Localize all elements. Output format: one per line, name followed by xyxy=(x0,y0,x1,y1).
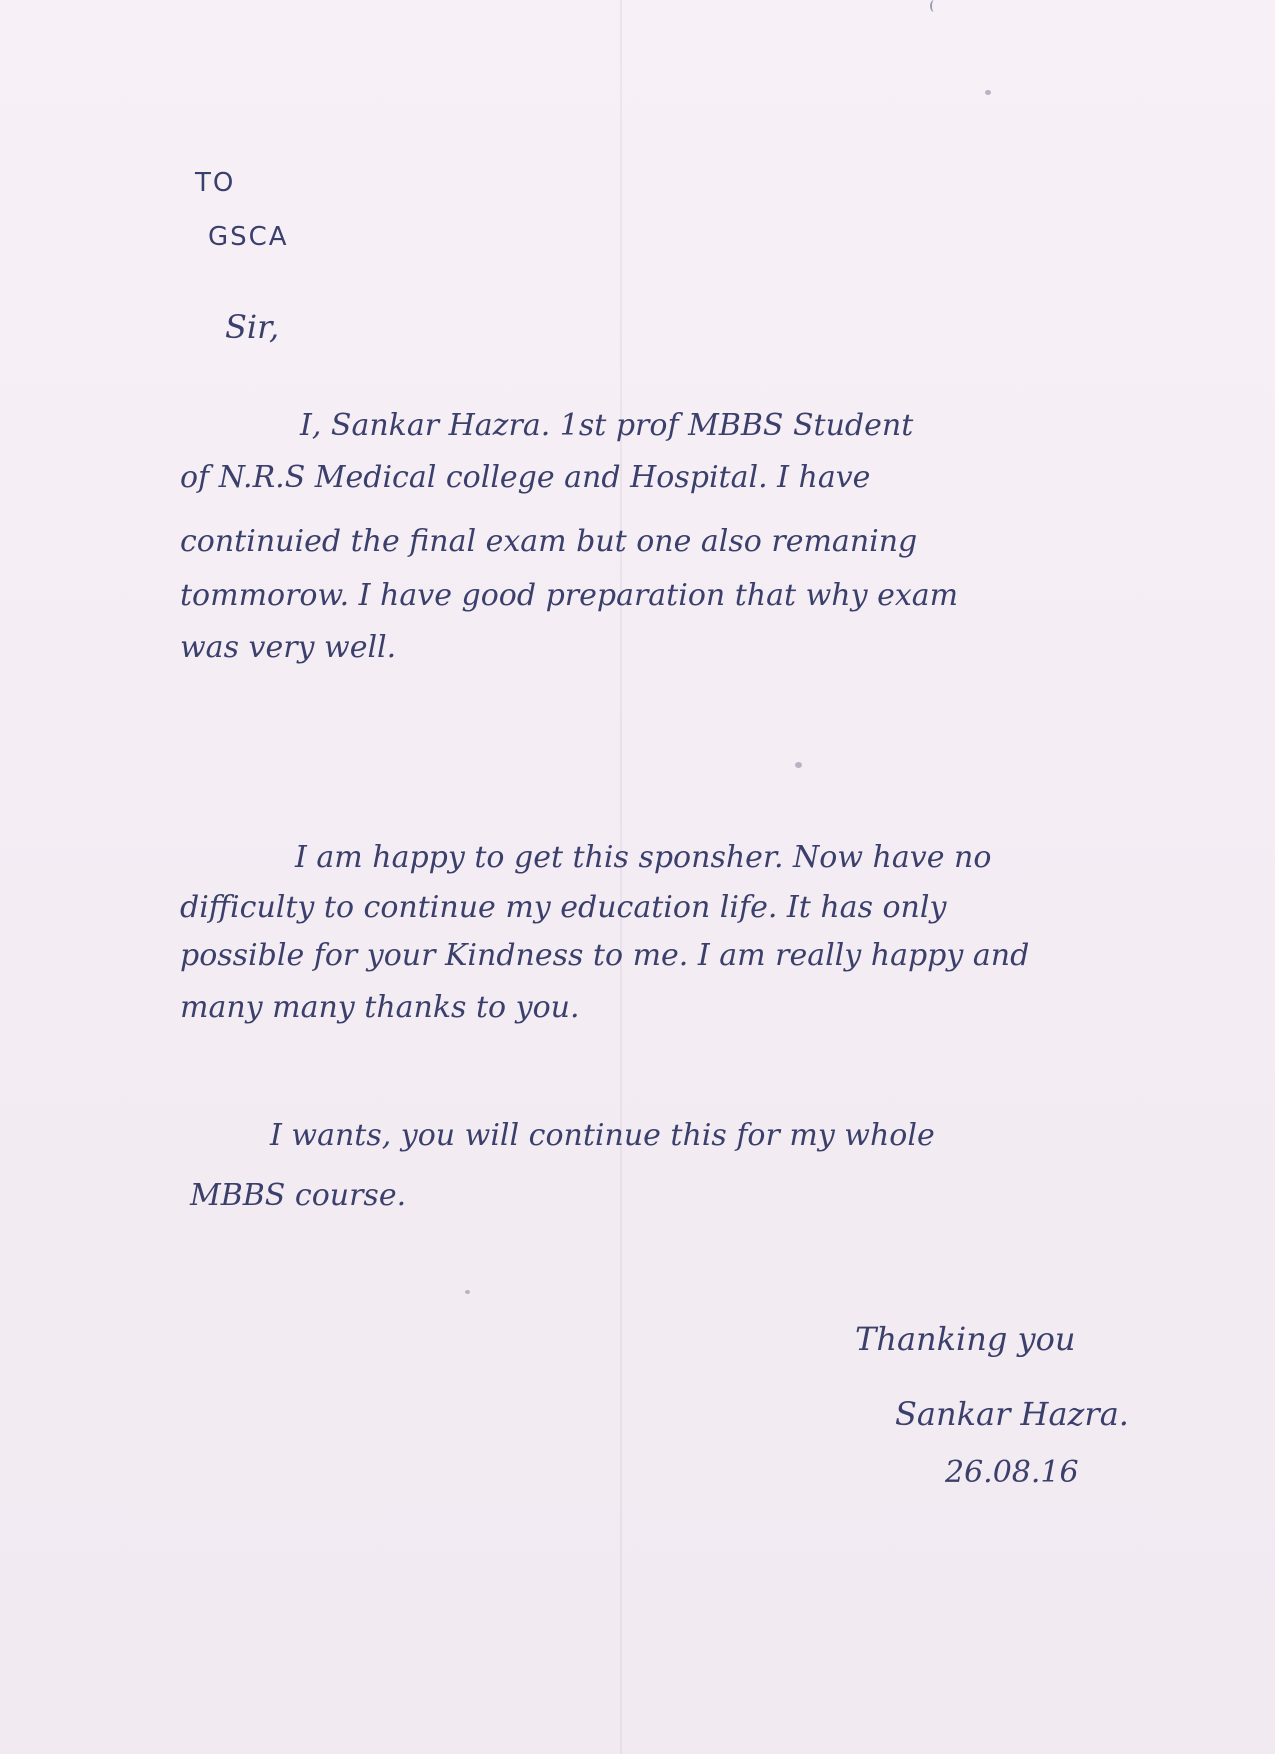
paper-speck xyxy=(465,1290,470,1294)
paragraph-2-line: difficulty to continue my education life. It has only xyxy=(180,890,947,925)
salutation: Sir, xyxy=(225,308,280,346)
letter-date: 26.08.16 xyxy=(945,1455,1079,1490)
top-ink-mark xyxy=(930,0,938,12)
paragraph-2-line: I am happy to get this sponsher. Now have no xyxy=(295,840,992,875)
paragraph-2-line: possible for your Kindness to me. I am really happy and xyxy=(180,938,1030,973)
paper-speck xyxy=(985,90,991,95)
paragraph-3-line: MBBS course. xyxy=(190,1178,407,1213)
paragraph-1-line: I, Sankar Hazra. 1st prof MBBS Student xyxy=(300,408,914,443)
paragraph-1-line: of N.R.S Medical college and Hospital. I have xyxy=(180,460,871,495)
paragraph-2-line: many many thanks to you. xyxy=(180,990,580,1025)
paper-speck xyxy=(795,762,802,768)
signature: Sankar Hazra. xyxy=(895,1395,1129,1433)
closing: Thanking you xyxy=(855,1320,1076,1358)
paragraph-3-line: I wants, you will continue this for my whole xyxy=(270,1118,935,1153)
paper-fold xyxy=(620,0,622,1754)
paragraph-1-line: was very well. xyxy=(180,630,397,665)
recipient-name: GSCA xyxy=(208,222,289,252)
paragraph-1-line: continuied the final exam but one also remaning xyxy=(180,524,918,559)
recipient-to: TO xyxy=(195,168,236,198)
paragraph-1-line: tommorow. I have good preparation that why exam xyxy=(180,578,959,613)
